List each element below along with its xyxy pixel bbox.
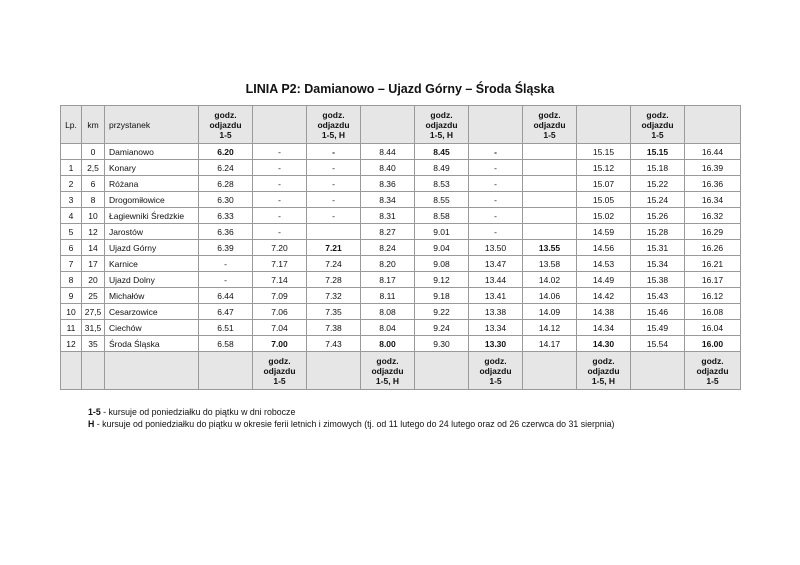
cell-departure-time: - [253,224,307,240]
cell-departure-time: 16.00 [685,336,741,352]
footer-departure [631,352,685,390]
cell-departure-time: 16.17 [685,272,741,288]
cell-departure-time: 14.34 [577,320,631,336]
cell-departure-time: 7.17 [253,256,307,272]
cell-departure-time: 14.02 [523,272,577,288]
cell-departure-time: 14.12 [523,320,577,336]
cell-departure-time: 14.42 [577,288,631,304]
cell-departure-time: 14.38 [577,304,631,320]
cell-departure-time: - [307,144,361,160]
table-row [61,224,741,240]
table-row [61,256,741,272]
cell-km: 27,5 [82,304,105,320]
cell-departure-time: 7.28 [307,272,361,288]
cell-departure-time [523,208,577,224]
cell-departure-time: 7.00 [253,336,307,352]
cell-departure-time: 9.04 [415,240,469,256]
footer-lp [61,352,82,390]
cell-stop-name: Jarostów [105,224,199,240]
cell-departure-time: - [253,160,307,176]
cell-departure-time: - [469,144,523,160]
footer-departure: godz. odjazdu 1-5 [253,352,307,390]
footer-departure [523,352,577,390]
cell-departure-time: 13.58 [523,256,577,272]
cell-departure-time: 7.43 [307,336,361,352]
cell-departure-time: 16.26 [685,240,741,256]
cell-departure-time: 9.18 [415,288,469,304]
table-footer-row [61,352,741,390]
cell-departure-time [307,224,361,240]
cell-departure-time: - [253,192,307,208]
cell-departure-time: 16.29 [685,224,741,240]
cell-departure-time: 14.30 [577,336,631,352]
cell-departure-time: 8.40 [361,160,415,176]
cell-departure-time: 14.09 [523,304,577,320]
cell-departure-time: - [469,192,523,208]
cell-km: 12 [82,224,105,240]
cell-departure-time: 15.05 [577,192,631,208]
header-departure [253,106,307,144]
cell-departure-time: 7.35 [307,304,361,320]
cell-departure-time [523,192,577,208]
legend-text: - kursuje od poniedziałku do piątku w dni robocze [100,407,296,417]
cell-departure-time: - [307,208,361,224]
table-row [61,208,741,224]
legend-note [88,406,614,418]
cell-departure-time: 13.30 [469,336,523,352]
table-header-row [61,106,741,144]
table-row [61,272,741,288]
cell-departure-time: 15.07 [577,176,631,192]
cell-departure-time: 15.43 [631,288,685,304]
cell-departure-time: - [253,144,307,160]
legend-key: 1-5 [88,407,101,417]
cell-departure-time: 8.04 [361,320,415,336]
cell-lp: 11 [61,320,82,336]
cell-departure-time: 8.58 [415,208,469,224]
cell-departure-time: - [469,224,523,240]
cell-departure-time: 9.30 [415,336,469,352]
footer-departure: godz. odjazdu 1-5, H [577,352,631,390]
cell-departure-time: 13.47 [469,256,523,272]
cell-departure-time: 16.08 [685,304,741,320]
cell-departure-time: - [307,176,361,192]
cell-departure-time: 8.17 [361,272,415,288]
cell-departure-time: 16.12 [685,288,741,304]
cell-departure-time: 16.36 [685,176,741,192]
cell-departure-time: - [199,272,253,288]
cell-departure-time: 8.11 [361,288,415,304]
cell-departure-time: 9.24 [415,320,469,336]
cell-departure-time: 7.06 [253,304,307,320]
header-lp: Lp. [61,106,82,144]
cell-departure-time: 8.24 [361,240,415,256]
cell-departure-time: 8.44 [361,144,415,160]
cell-departure-time: 15.22 [631,176,685,192]
cell-departure-time: 13.38 [469,304,523,320]
cell-departure-time: 13.44 [469,272,523,288]
cell-lp: 1 [61,160,82,176]
cell-km: 8 [82,192,105,208]
cell-departure-time: - [307,160,361,176]
cell-departure-time: 9.22 [415,304,469,320]
footer-departure [307,352,361,390]
cell-stop-name: Ciechów [105,320,199,336]
cell-departure-time: 14.06 [523,288,577,304]
footer-departure: godz. odjazdu 1-5 [685,352,741,390]
cell-departure-time: 6.39 [199,240,253,256]
cell-stop-name: Karnice [105,256,199,272]
cell-departure-time: 16.44 [685,144,741,160]
cell-departure-time: 14.59 [577,224,631,240]
cell-lp: 12 [61,336,82,352]
cell-lp: 10 [61,304,82,320]
cell-departure-time: 8.45 [415,144,469,160]
cell-departure-time: 6.30 [199,192,253,208]
cell-departure-time: - [307,192,361,208]
cell-departure-time: - [199,256,253,272]
cell-lp: 8 [61,272,82,288]
legend-notes [88,406,614,430]
cell-stop-name: Konary [105,160,199,176]
cell-lp: 3 [61,192,82,208]
header-km: km [82,106,105,144]
cell-km: 6 [82,176,105,192]
cell-km: 2,5 [82,160,105,176]
cell-departure-time: 8.20 [361,256,415,272]
cell-km: 14 [82,240,105,256]
cell-departure-time: 7.38 [307,320,361,336]
cell-departure-time: 15.15 [631,144,685,160]
cell-departure-time: 15.34 [631,256,685,272]
cell-stop-name: Łagiewniki Średzkie [105,208,199,224]
cell-departure-time: 14.53 [577,256,631,272]
cell-departure-time: 15.46 [631,304,685,320]
cell-departure-time: 8.55 [415,192,469,208]
cell-departure-time: 14.17 [523,336,577,352]
cell-departure-time: 8.36 [361,176,415,192]
cell-lp: 2 [61,176,82,192]
cell-departure-time: 8.00 [361,336,415,352]
cell-departure-time: - [253,208,307,224]
cell-km: 20 [82,272,105,288]
cell-departure-time: 15.02 [577,208,631,224]
header-departure: godz. odjazdu 1-5, H [415,106,469,144]
cell-departure-time: 6.44 [199,288,253,304]
cell-departure-time: 6.20 [199,144,253,160]
cell-lp: 6 [61,240,82,256]
cell-departure-time: 6.28 [199,176,253,192]
cell-stop-name: Ujazd Dolny [105,272,199,288]
table-row [61,144,741,160]
cell-departure-time [523,160,577,176]
cell-km: 31,5 [82,320,105,336]
cell-lp: 4 [61,208,82,224]
cell-departure-time: 16.04 [685,320,741,336]
cell-stop-name: Michałów [105,288,199,304]
cell-departure-time: 15.31 [631,240,685,256]
legend-text: - kursuje od poniedziałku do piątku w okresie ferii letnich i zimowych (tj. od 11 lutego do 24 lutego oraz od 26 czerwca do 31 sierpnia) [94,419,615,429]
cell-departure-time: 14.49 [577,272,631,288]
cell-departure-time: 15.28 [631,224,685,240]
cell-km: 10 [82,208,105,224]
cell-departure-time: 15.54 [631,336,685,352]
cell-lp: 7 [61,256,82,272]
cell-departure-time: 6.47 [199,304,253,320]
cell-stop-name: Cesarzowice [105,304,199,320]
cell-departure-time: 13.41 [469,288,523,304]
footer-departure: godz. odjazdu 1-5, H [361,352,415,390]
cell-departure-time: 6.51 [199,320,253,336]
table-row [61,160,741,176]
cell-lp: 5 [61,224,82,240]
cell-km: 0 [82,144,105,160]
footer-departure: godz. odjazdu 1-5 [469,352,523,390]
page-title: LINIA P2: Damianowo – Ujazd Górny – Środa Śląska [245,82,555,96]
table-row [61,288,741,304]
cell-stop-name: Środa Śląska [105,336,199,352]
cell-departure-time: 8.31 [361,208,415,224]
cell-departure-time: 8.27 [361,224,415,240]
cell-departure-time: 16.32 [685,208,741,224]
cell-departure-time: 8.08 [361,304,415,320]
header-departure: godz. odjazdu 1-5 [631,106,685,144]
cell-km: 25 [82,288,105,304]
cell-departure-time: 7.20 [253,240,307,256]
timetable [60,105,741,390]
cell-departure-time: 16.39 [685,160,741,176]
cell-stop-name: Ujazd Górny [105,240,199,256]
header-departure: godz. odjazdu 1-5 [199,106,253,144]
cell-departure-time: 7.14 [253,272,307,288]
cell-km: 17 [82,256,105,272]
cell-departure-time: 8.34 [361,192,415,208]
cell-departure-time: 13.55 [523,240,577,256]
cell-departure-time: - [469,160,523,176]
header-departure [469,106,523,144]
cell-departure-time: 7.24 [307,256,361,272]
cell-stop-name: Różana [105,176,199,192]
cell-departure-time [523,224,577,240]
cell-departure-time: 13.50 [469,240,523,256]
cell-departure-time: - [469,208,523,224]
cell-departure-time: - [469,176,523,192]
cell-km: 35 [82,336,105,352]
cell-departure-time: 15.12 [577,160,631,176]
cell-departure-time: 16.21 [685,256,741,272]
cell-departure-time: 9.08 [415,256,469,272]
cell-departure-time: 9.12 [415,272,469,288]
cell-departure-time: 15.38 [631,272,685,288]
cell-departure-time: 7.21 [307,240,361,256]
cell-lp [61,144,82,160]
cell-departure-time: 6.58 [199,336,253,352]
cell-departure-time: 8.53 [415,176,469,192]
cell-departure-time: 6.24 [199,160,253,176]
header-departure [361,106,415,144]
table-row [61,320,741,336]
footer-departure [199,352,253,390]
footer-departure [415,352,469,390]
table-row [61,192,741,208]
table-row [61,176,741,192]
header-departure: godz. odjazdu 1-5 [523,106,577,144]
footer-stop [105,352,199,390]
cell-departure-time: 6.33 [199,208,253,224]
footer-km [82,352,105,390]
cell-departure-time: 15.15 [577,144,631,160]
cell-departure-time: 8.49 [415,160,469,176]
cell-departure-time: 6.36 [199,224,253,240]
cell-departure-time: 15.18 [631,160,685,176]
legend-key: H [88,419,95,429]
cell-stop-name: Drogomiłowice [105,192,199,208]
cell-departure-time: 15.49 [631,320,685,336]
cell-departure-time: 15.24 [631,192,685,208]
cell-departure-time: 14.56 [577,240,631,256]
cell-departure-time [523,144,577,160]
cell-departure-time: 7.09 [253,288,307,304]
header-stop: przystanek [105,106,199,144]
header-departure [577,106,631,144]
table-row [61,304,741,320]
legend-note [88,418,614,430]
cell-departure-time: 7.32 [307,288,361,304]
cell-lp: 9 [61,288,82,304]
cell-departure-time: 16.34 [685,192,741,208]
table-row [61,336,741,352]
cell-departure-time: 9.01 [415,224,469,240]
cell-stop-name: Damianowo [105,144,199,160]
cell-departure-time [523,176,577,192]
cell-departure-time: 13.34 [469,320,523,336]
cell-departure-time: 15.26 [631,208,685,224]
table-row [61,240,741,256]
header-departure [685,106,741,144]
header-departure: godz. odjazdu 1-5, H [307,106,361,144]
cell-departure-time: - [253,176,307,192]
cell-departure-time: 7.04 [253,320,307,336]
